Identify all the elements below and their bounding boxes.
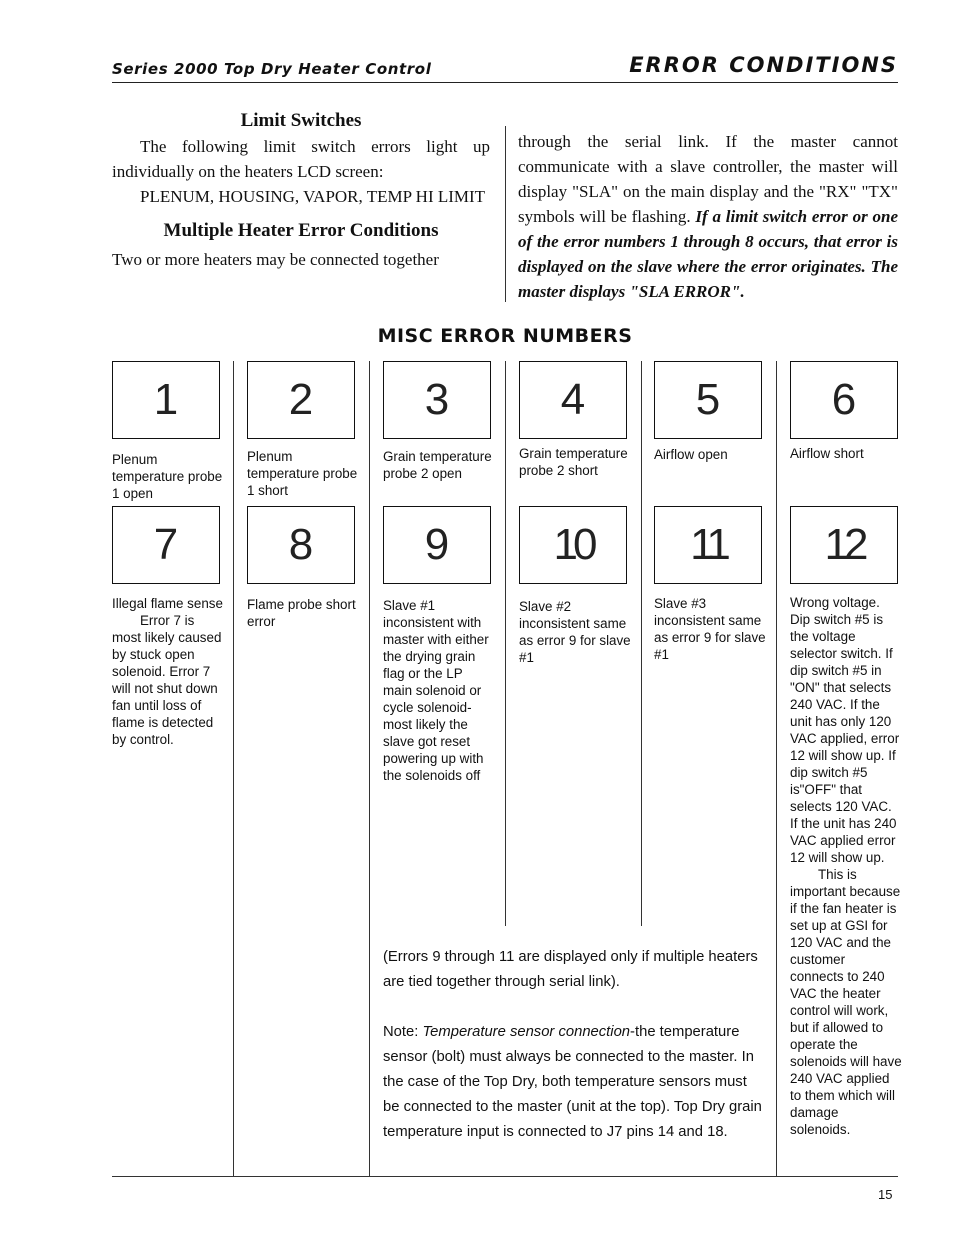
multiple-heater-para-start: Two or more heaters may be connected together (112, 250, 439, 269)
error-box-12: 12 (790, 506, 898, 584)
error-box-6: 6 (790, 361, 898, 439)
right-column (518, 129, 898, 304)
misc-error-numbers-title: MISC ERROR NUMBERS (377, 325, 633, 347)
error-box-9: 9 (383, 506, 491, 584)
error-box-3: 3 (383, 361, 491, 439)
header-series-title: Series 2000 Top Dry Heater Control (112, 60, 432, 78)
error-desc-1: Plenum temperature probe 1 open (112, 452, 223, 501)
sensor-note (383, 1020, 765, 1145)
page-number: 15 (878, 1187, 893, 1202)
multiple-heater-para-emphasis: If a limit switch error or one of the error numbers 1 through 8 occurs, that error is displayed on the slave where the error originates. The master displays "SLA ERROR". (518, 207, 898, 301)
grid-vline-1 (233, 361, 234, 1176)
error-desc-2: Plenum temperature probe 1 short (247, 449, 358, 498)
multiple-heater-para-cont: through the serial link. If the master cannot communicate with a slave controller, the master will display "SLA" on the main display and the "RX" "TX" symbols will be flashing. (518, 132, 898, 226)
error-box-4: 4 (519, 361, 627, 439)
error-desc-5: Airflow open (654, 447, 728, 462)
left-column (112, 108, 490, 272)
error-box-2: 2 (247, 361, 355, 439)
grid-vline-3 (505, 361, 506, 926)
errors-note: (Errors 9 through 11 are displayed only if multiple heaters are tied together through serial link). (383, 949, 758, 990)
sensor-note-text: -the temperature sensor (bolt) must always be connected to the master. In the case of the Top Dry, both temperature sensors must be connected to the master (unit at the top). Top Dry grain temperature input is connected to J7 pins 14 and 18. (383, 1024, 762, 1140)
error-desc-8: Flame probe short error (247, 597, 356, 629)
footer-rule (112, 1176, 898, 1177)
header-section-title: ERROR CONDITIONS (629, 53, 898, 77)
error-box-11: 11 (654, 506, 762, 584)
limit-switches-list: PLENUM, HOUSING, VAPOR, TEMP HI LIMIT (140, 187, 486, 206)
limit-switches-heading: Limit Switches (240, 110, 362, 131)
header-rule (112, 82, 898, 83)
error-desc-7-extra: Error 7 is most likely caused by stuck open solenoid. Error 7 will not shut down fan until loss of flame is detected by control. (112, 613, 222, 747)
grid-vline-5 (776, 361, 777, 1176)
grid-vline-4 (641, 361, 642, 926)
error-desc-9: Slave #1 inconsistent with master with either the drying grain flag or the LP main solenoid or cycle solenoid- most likely the slave got reset powering up with the solenoids off (383, 598, 489, 783)
error-desc-3: Grain temperature probe 2 open (383, 449, 492, 481)
error-box-5: 5 (654, 361, 762, 439)
error-box-10: 10 (519, 506, 627, 584)
sensor-note-label: Note: (383, 1024, 423, 1040)
error-box-8: 8 (247, 506, 355, 584)
limit-switches-para: The following limit switch errors light up individually on the heaters LCD screen: (112, 137, 490, 181)
error-desc-12 (790, 594, 902, 1138)
error-box-1: 1 (112, 361, 220, 439)
error-desc-7 (112, 595, 224, 748)
sensor-note-label-italic: Temperature sensor connection (422, 1024, 631, 1040)
error-desc-6: Airflow short (790, 446, 864, 461)
error-desc-11: Slave #3 inconsistent same as error 9 for slave #1 (654, 596, 766, 662)
error-desc-7-main: Illegal flame sense (112, 596, 223, 611)
error-desc-4: Grain temperature probe 2 short (519, 446, 628, 478)
grid-vline-2 (369, 361, 370, 1176)
multiple-heater-heading: Multiple Heater Error Conditions (163, 220, 439, 241)
column-divider (505, 126, 506, 302)
note-block (383, 945, 765, 1145)
error-box-7: 7 (112, 506, 220, 584)
error-desc-12-main: Wrong voltage. Dip switch #5 is the voltage selector switch. If dip switch #5 in "ON" that selects 240 VAC. If the unit has only 120 VAC applied, error 12 will show up. If dip switch #5 is"OFF" that selects 120 VAC. If the unit has 240 VAC applied error 12 will show up. (790, 595, 900, 865)
error-desc-12-extra: This is important because if the fan heater is set up at GSI for 120 VAC and the customer connects to 240 VAC the heater control will work, but if allowed to operate the solenoids will have 240 VAC applied to them which will damage solenoids. (790, 867, 902, 1137)
error-desc-10: Slave #2 inconsistent same as error 9 for slave #1 (519, 599, 631, 665)
